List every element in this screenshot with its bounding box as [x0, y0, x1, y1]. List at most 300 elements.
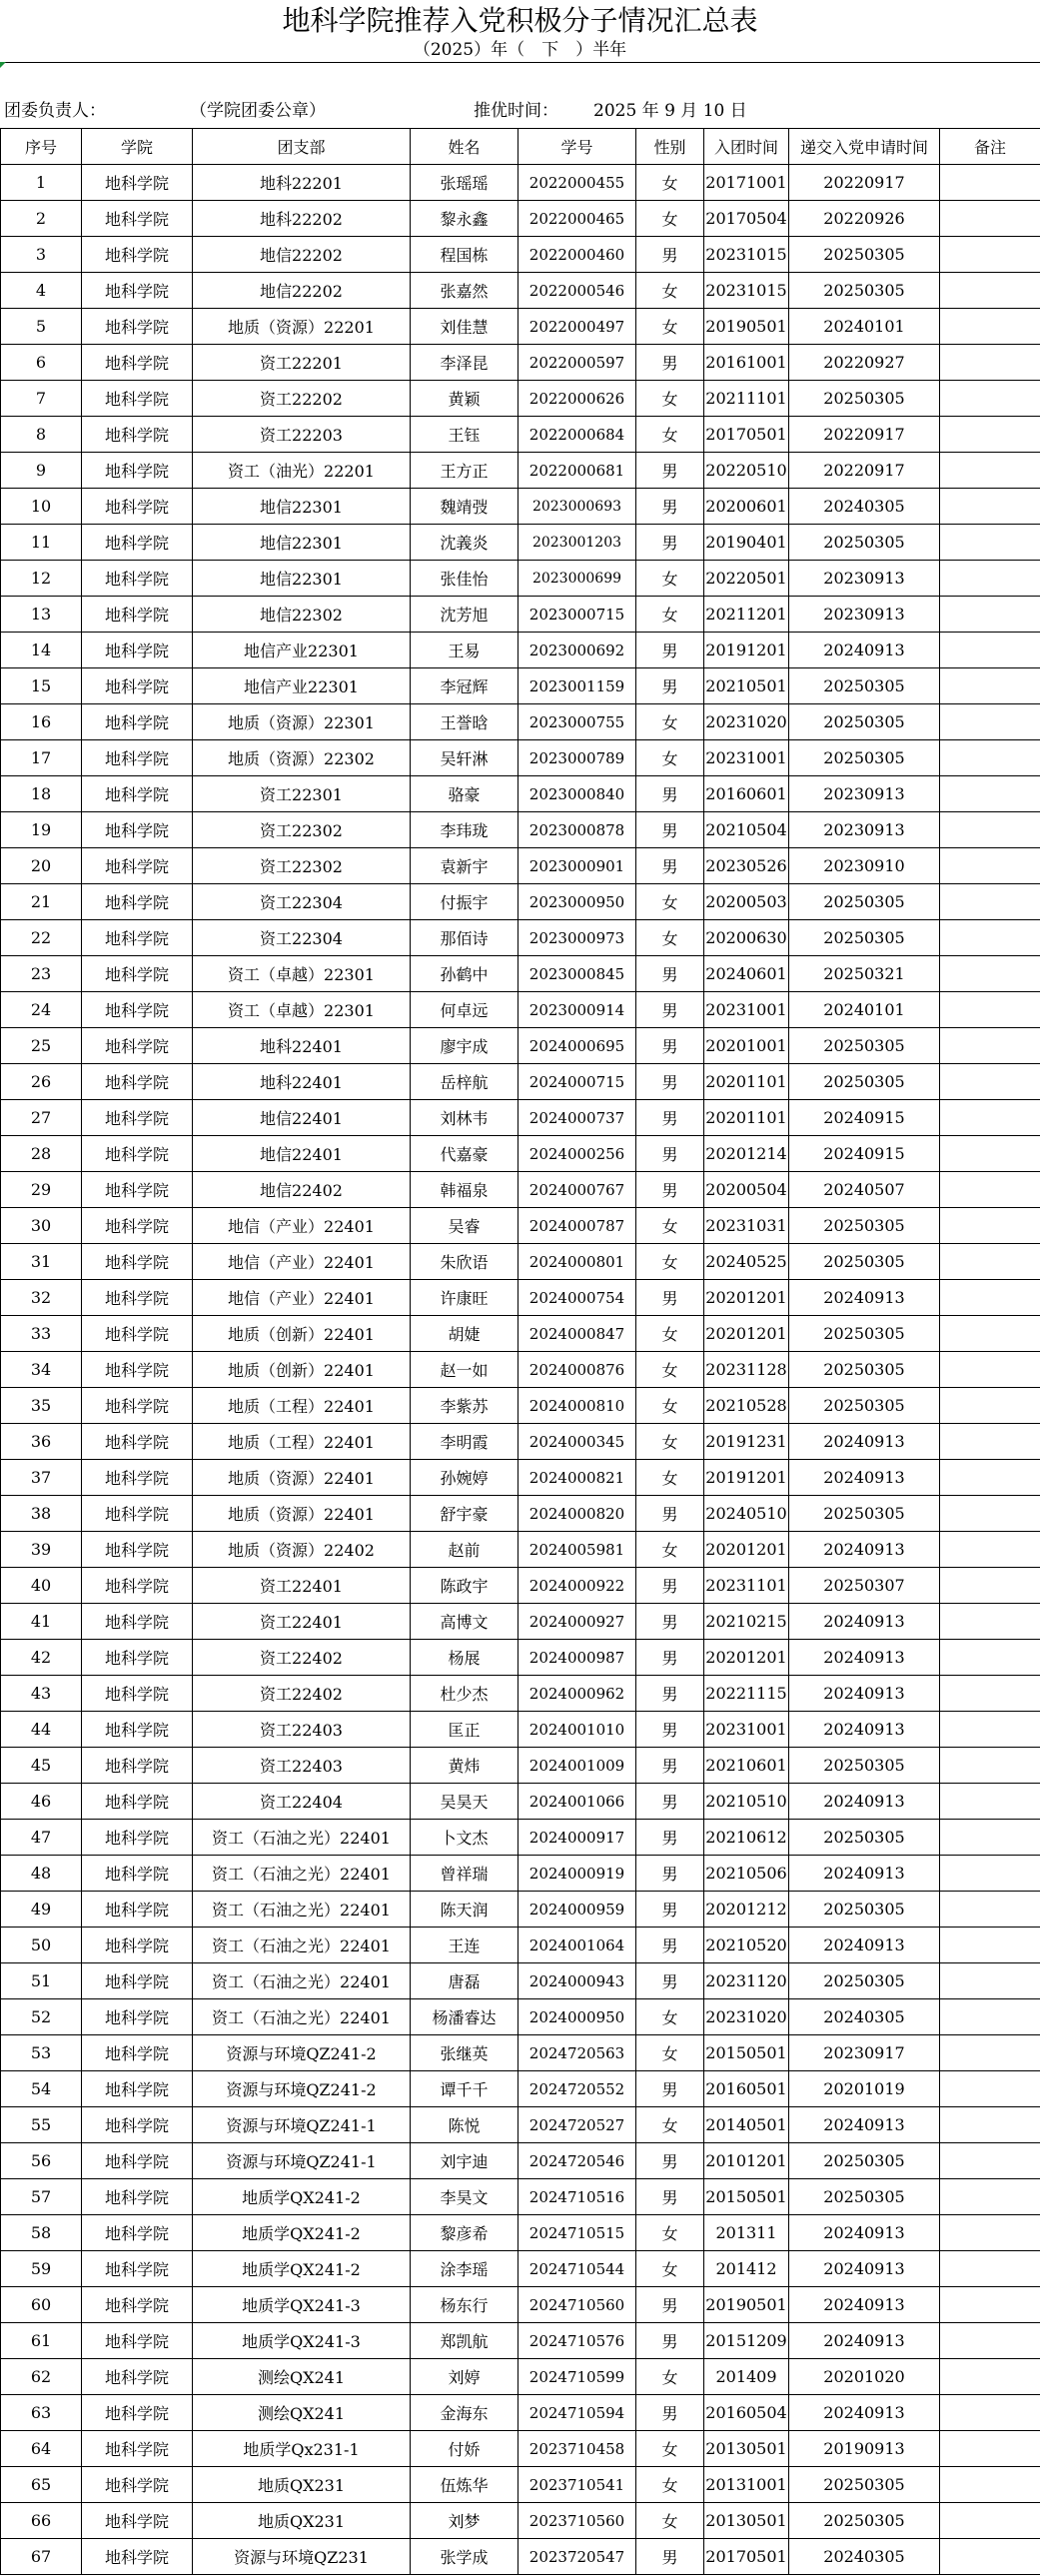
time-label: 推优时间：	[474, 101, 558, 121]
cell-student-id: 2024710576	[519, 2323, 636, 2359]
cell-branch: 资工22302	[193, 848, 411, 884]
cell-college: 地科学院	[82, 740, 193, 776]
cell-name: 张佳怡	[411, 561, 519, 597]
table-row	[1, 1100, 1040, 1136]
cell-join-league-date: 20220510	[704, 453, 789, 489]
cell-join-league-date: 20140501	[704, 2107, 789, 2143]
cell-remarks	[940, 956, 1040, 992]
cell-index: 62	[1, 2359, 82, 2395]
cell-index: 19	[1, 812, 82, 848]
cell-remarks	[940, 1604, 1040, 1640]
cell-gender: 女	[636, 704, 704, 740]
table-row	[1, 956, 1040, 992]
cell-college: 地科学院	[82, 2251, 193, 2287]
cell-name: 杜少杰	[411, 1676, 519, 1712]
cell-name: 岳梓航	[411, 1064, 519, 1100]
cell-name: 许康旺	[411, 1280, 519, 1316]
cell-join-league-date: 20160504	[704, 2395, 789, 2431]
cell-join-league-date: 20201001	[704, 1028, 789, 1064]
cell-index: 11	[1, 525, 82, 561]
cell-gender: 男	[636, 2071, 704, 2107]
cell-name: 匡正	[411, 1712, 519, 1748]
cell-index: 43	[1, 1676, 82, 1712]
table-row	[1, 1640, 1040, 1676]
cell-remarks	[940, 1280, 1040, 1316]
cell-join-league-date: 20200504	[704, 1172, 789, 1208]
cell-student-id: 2024000715	[519, 1064, 636, 1100]
header-col-college: 学院	[82, 129, 193, 165]
cell-college: 地科学院	[82, 1316, 193, 1352]
cell-college: 地科学院	[82, 2539, 193, 2575]
cell-name: 王方正	[411, 453, 519, 489]
cell-gender: 女	[636, 2107, 704, 2143]
cell-college: 地科学院	[82, 1676, 193, 1712]
cell-application-date: 20240913	[789, 1928, 940, 1963]
cell-gender: 男	[636, 992, 704, 1028]
cell-index: 38	[1, 1496, 82, 1532]
cell-branch: 资工（石油之光）22401	[193, 1856, 411, 1892]
cell-student-id: 2023000840	[519, 776, 636, 812]
cell-join-league-date: 20231001	[704, 992, 789, 1028]
cell-join-league-date: 20231001	[704, 740, 789, 776]
table-row	[1, 597, 1040, 633]
cell-college: 地科学院	[82, 1748, 193, 1784]
cell-join-league-date: 20201201	[704, 1532, 789, 1568]
cell-remarks	[940, 1244, 1040, 1280]
cell-branch: 资工22401	[193, 1568, 411, 1604]
cell-application-date: 20240913	[789, 2251, 940, 2287]
cell-branch: 资工22401	[193, 1604, 411, 1640]
cell-student-id: 2024000943	[519, 1963, 636, 1999]
cell-remarks	[940, 2503, 1040, 2539]
table-row	[1, 2035, 1040, 2071]
cell-student-id: 2024000801	[519, 1244, 636, 1280]
cell-remarks	[940, 1712, 1040, 1748]
cell-remarks	[940, 345, 1040, 381]
cell-application-date: 20240305	[789, 489, 940, 525]
cell-name: 王连	[411, 1928, 519, 1963]
cell-branch: 资工（卓越）22301	[193, 992, 411, 1028]
cell-application-date: 20240913	[789, 1424, 940, 1460]
cell-gender: 女	[636, 2215, 704, 2251]
cell-application-date: 20250305	[789, 1496, 940, 1532]
cell-remarks	[940, 1784, 1040, 1820]
cell-gender: 女	[636, 2251, 704, 2287]
cell-branch: 资工22403	[193, 1748, 411, 1784]
cell-remarks	[940, 2395, 1040, 2431]
cell-student-id: 2024710515	[519, 2215, 636, 2251]
cell-student-id: 2022000626	[519, 381, 636, 417]
cell-branch: 地质QX231	[193, 2467, 411, 2503]
cell-name: 谭千千	[411, 2071, 519, 2107]
cell-college: 地科学院	[82, 1424, 193, 1460]
cell-application-date: 20250305	[789, 1892, 940, 1928]
cell-college: 地科学院	[82, 381, 193, 417]
cell-join-league-date: 20201101	[704, 1100, 789, 1136]
cell-gender: 男	[636, 1568, 704, 1604]
cell-join-league-date: 20240525	[704, 1244, 789, 1280]
cell-student-id: 2022000684	[519, 417, 636, 453]
cell-remarks	[940, 2431, 1040, 2467]
cell-application-date: 20240913	[789, 1784, 940, 1820]
cell-gender: 男	[636, 525, 704, 561]
cell-name: 骆豪	[411, 776, 519, 812]
cell-name: 李玮珑	[411, 812, 519, 848]
cell-application-date: 20250321	[789, 956, 940, 992]
cell-name: 张继英	[411, 2035, 519, 2071]
cell-gender: 女	[636, 2035, 704, 2071]
cell-join-league-date: 20210528	[704, 1388, 789, 1424]
cell-join-league-date: 20231001	[704, 1712, 789, 1748]
table-row	[1, 1316, 1040, 1352]
cell-index: 40	[1, 1568, 82, 1604]
cell-application-date: 20240305	[789, 1999, 940, 2035]
cell-index: 55	[1, 2107, 82, 2143]
cell-corner-marker	[0, 62, 6, 68]
cell-branch: 地质学QX241-2	[193, 2251, 411, 2287]
cell-join-league-date: 20170501	[704, 417, 789, 453]
cell-index: 33	[1, 1316, 82, 1352]
table-row	[1, 345, 1040, 381]
cell-student-id: 2023000845	[519, 956, 636, 992]
cell-gender: 男	[636, 453, 704, 489]
cell-gender: 男	[636, 668, 704, 704]
cell-branch: 地科22202	[193, 201, 411, 237]
cell-branch: 地质（资源）22201	[193, 309, 411, 345]
cell-student-id: 2023000901	[519, 848, 636, 884]
cell-name: 李紫苏	[411, 1388, 519, 1424]
meta-row	[0, 92, 1040, 126]
cell-gender: 女	[636, 740, 704, 776]
cell-index: 31	[1, 1244, 82, 1280]
cell-college: 地科学院	[82, 1784, 193, 1820]
cell-college: 地科学院	[82, 920, 193, 956]
cell-index: 17	[1, 740, 82, 776]
cell-name: 韩福泉	[411, 1172, 519, 1208]
cell-gender: 男	[636, 489, 704, 525]
cell-join-league-date: 20231020	[704, 1999, 789, 2035]
cell-join-league-date: 20230526	[704, 848, 789, 884]
table-row	[1, 668, 1040, 704]
cell-gender: 女	[636, 884, 704, 920]
cell-name: 何卓远	[411, 992, 519, 1028]
cell-join-league-date: 20210612	[704, 1820, 789, 1856]
cell-join-league-date: 20170504	[704, 201, 789, 237]
cell-join-league-date: 20231020	[704, 704, 789, 740]
table-row	[1, 201, 1040, 237]
cell-gender: 男	[636, 1748, 704, 1784]
cell-remarks	[940, 2251, 1040, 2287]
cell-name: 魏靖弢	[411, 489, 519, 525]
cell-college: 地科学院	[82, 1856, 193, 1892]
cell-name: 黎永鑫	[411, 201, 519, 237]
cell-application-date: 20240913	[789, 1856, 940, 1892]
cell-index: 60	[1, 2287, 82, 2323]
cell-name: 朱欣语	[411, 1244, 519, 1280]
table-row	[1, 1496, 1040, 1532]
cell-gender: 男	[636, 1136, 704, 1172]
cell-application-date: 20250305	[789, 2179, 940, 2215]
cell-gender: 女	[636, 1388, 704, 1424]
cell-join-league-date: 20171001	[704, 165, 789, 201]
table-row	[1, 812, 1040, 848]
cell-gender: 女	[636, 1208, 704, 1244]
cell-college: 地科学院	[82, 884, 193, 920]
cell-gender: 女	[636, 273, 704, 309]
table-row	[1, 1604, 1040, 1640]
cell-index: 46	[1, 1784, 82, 1820]
cell-gender: 女	[636, 1352, 704, 1388]
cell-index: 10	[1, 489, 82, 525]
leader-label: 团委负责人：	[4, 101, 106, 121]
cell-join-league-date: 20130501	[704, 2431, 789, 2467]
table-row	[1, 2251, 1040, 2287]
cell-join-league-date: 20201214	[704, 1136, 789, 1172]
cell-college: 地科学院	[82, 2503, 193, 2539]
cell-application-date: 20240915	[789, 1136, 940, 1172]
cell-student-id: 2023000950	[519, 884, 636, 920]
cell-gender: 男	[636, 1640, 704, 1676]
cell-student-id: 2024000950	[519, 1999, 636, 2035]
cell-join-league-date: 20210506	[704, 1856, 789, 1892]
cell-index: 63	[1, 2395, 82, 2431]
cell-student-id: 2023000878	[519, 812, 636, 848]
cell-student-id: 2022000546	[519, 273, 636, 309]
cell-remarks	[940, 1568, 1040, 1604]
cell-student-id: 2024710599	[519, 2359, 636, 2395]
cell-name: 付娇	[411, 2431, 519, 2467]
cell-remarks	[940, 1316, 1040, 1352]
cell-college: 地科学院	[82, 1604, 193, 1640]
cell-gender: 男	[636, 1676, 704, 1712]
cell-index: 37	[1, 1460, 82, 1496]
cell-remarks	[940, 776, 1040, 812]
cell-student-id: 2024000821	[519, 1460, 636, 1496]
cell-join-league-date: 20211201	[704, 597, 789, 633]
cell-remarks	[940, 1388, 1040, 1424]
cell-gender: 男	[636, 776, 704, 812]
cell-student-id: 2024710516	[519, 2179, 636, 2215]
table-row	[1, 884, 1040, 920]
cell-student-id: 2022000681	[519, 453, 636, 489]
cell-name: 李泽昆	[411, 345, 519, 381]
cell-college: 地科学院	[82, 1208, 193, 1244]
cell-branch: 地质学QX241-3	[193, 2287, 411, 2323]
cell-name: 廖宇成	[411, 1028, 519, 1064]
cell-application-date: 20240101	[789, 992, 940, 1028]
cell-gender: 女	[636, 165, 704, 201]
cell-gender: 男	[636, 2143, 704, 2179]
cell-name: 陈悦	[411, 2107, 519, 2143]
cell-branch: 资工22203	[193, 417, 411, 453]
table-row	[1, 1136, 1040, 1172]
cell-remarks	[940, 1820, 1040, 1856]
table-row	[1, 1244, 1040, 1280]
cell-student-id: 2024000919	[519, 1856, 636, 1892]
cell-application-date: 20250305	[789, 1316, 940, 1352]
table-row	[1, 2143, 1040, 2179]
cell-join-league-date: 20150501	[704, 2035, 789, 2071]
cell-index: 14	[1, 633, 82, 668]
cell-application-date: 20240507	[789, 1172, 940, 1208]
cell-index: 41	[1, 1604, 82, 1640]
cell-index: 42	[1, 1640, 82, 1676]
cell-name: 陈天润	[411, 1892, 519, 1928]
cell-name: 袁新宇	[411, 848, 519, 884]
table-row	[1, 2107, 1040, 2143]
cell-index: 48	[1, 1856, 82, 1892]
cell-gender: 女	[636, 1460, 704, 1496]
cell-branch: 地信（产业）22401	[193, 1208, 411, 1244]
cell-college: 地科学院	[82, 992, 193, 1028]
cell-branch: 地质（资源）22302	[193, 740, 411, 776]
cell-join-league-date: 20210601	[704, 1748, 789, 1784]
cell-index: 23	[1, 956, 82, 992]
cell-name: 那佰诗	[411, 920, 519, 956]
cell-name: 黄颖	[411, 381, 519, 417]
cell-name: 胡婕	[411, 1316, 519, 1352]
cell-join-league-date: 20220501	[704, 561, 789, 597]
cell-application-date: 20240913	[789, 2215, 940, 2251]
cell-index: 3	[1, 237, 82, 273]
cell-application-date: 20250305	[789, 1208, 940, 1244]
cell-student-id: 2024000922	[519, 1568, 636, 1604]
cell-join-league-date: 20200630	[704, 920, 789, 956]
cell-name: 黄炜	[411, 1748, 519, 1784]
cell-application-date: 20240913	[789, 1640, 940, 1676]
cell-index: 53	[1, 2035, 82, 2071]
cell-name: 孙婉婷	[411, 1460, 519, 1496]
cell-remarks	[940, 1999, 1040, 2035]
cell-college: 地科学院	[82, 1532, 193, 1568]
cell-branch: 资工22304	[193, 920, 411, 956]
cell-branch: 地质（工程）22401	[193, 1388, 411, 1424]
cell-join-league-date: 20231101	[704, 1568, 789, 1604]
cell-index: 28	[1, 1136, 82, 1172]
table-row	[1, 2395, 1040, 2431]
cell-application-date: 20250305	[789, 2467, 940, 2503]
cell-name: 付振宇	[411, 884, 519, 920]
cell-remarks	[940, 165, 1040, 201]
cell-remarks	[940, 1208, 1040, 1244]
cell-name: 舒宇豪	[411, 1496, 519, 1532]
cell-student-id: 2024000767	[519, 1172, 636, 1208]
cell-student-id: 2022000460	[519, 237, 636, 273]
cell-name: 刘林韦	[411, 1100, 519, 1136]
cell-application-date: 20240913	[789, 1280, 940, 1316]
cell-index: 65	[1, 2467, 82, 2503]
cell-student-id: 2024000695	[519, 1028, 636, 1064]
cell-remarks	[940, 2287, 1040, 2323]
cell-student-id: 2024000754	[519, 1280, 636, 1316]
cell-student-id: 2024710560	[519, 2287, 636, 2323]
header-row	[1, 129, 1040, 165]
cell-student-id: 2024000820	[519, 1496, 636, 1532]
cell-index: 64	[1, 2431, 82, 2467]
table-row	[1, 740, 1040, 776]
cell-college: 地科学院	[82, 597, 193, 633]
cell-branch: 地信22401	[193, 1100, 411, 1136]
cell-branch: 地科22401	[193, 1028, 411, 1064]
cell-gender: 女	[636, 381, 704, 417]
cell-application-date: 20250305	[789, 920, 940, 956]
table-row	[1, 704, 1040, 740]
cell-student-id: 2023000789	[519, 740, 636, 776]
table-row	[1, 1892, 1040, 1928]
cell-student-id: 2024001064	[519, 1928, 636, 1963]
table-row	[1, 309, 1040, 345]
cell-index: 6	[1, 345, 82, 381]
table-row	[1, 2431, 1040, 2467]
cell-student-id: 2024000962	[519, 1676, 636, 1712]
cell-application-date: 20220927	[789, 345, 940, 381]
cell-college: 地科学院	[82, 2143, 193, 2179]
cell-remarks	[940, 1748, 1040, 1784]
cell-index: 47	[1, 1820, 82, 1856]
cell-remarks	[940, 1424, 1040, 1460]
cell-index: 9	[1, 453, 82, 489]
cell-name: 王钰	[411, 417, 519, 453]
cell-application-date: 20250305	[789, 668, 940, 704]
cell-branch: 测绘QX241	[193, 2359, 411, 2395]
cell-college: 地科学院	[82, 1928, 193, 1963]
cell-index: 13	[1, 597, 82, 633]
cell-application-date: 20250305	[789, 1388, 940, 1424]
cell-branch: 地质学QX241-2	[193, 2215, 411, 2251]
cell-student-id: 2023001159	[519, 668, 636, 704]
cell-join-league-date: 20131001	[704, 2467, 789, 2503]
cell-application-date: 20201019	[789, 2071, 940, 2107]
cell-branch: 地质学QX241-3	[193, 2323, 411, 2359]
cell-join-league-date: 20190501	[704, 2287, 789, 2323]
cell-student-id: 2024000737	[519, 1100, 636, 1136]
cell-college: 地科学院	[82, 489, 193, 525]
table-row	[1, 1424, 1040, 1460]
table-row	[1, 1028, 1040, 1064]
cell-branch: 资工（石油之光）22401	[193, 1999, 411, 2035]
cell-join-league-date: 20201212	[704, 1892, 789, 1928]
cell-gender: 男	[636, 1856, 704, 1892]
cell-gender: 男	[636, 1892, 704, 1928]
header-col-application-date: 递交入党申请时间	[789, 129, 940, 165]
cell-gender: 男	[636, 2395, 704, 2431]
cell-index: 18	[1, 776, 82, 812]
table-row	[1, 2323, 1040, 2359]
cell-join-league-date: 20231128	[704, 1352, 789, 1388]
cell-student-id: 2024000256	[519, 1136, 636, 1172]
cell-name: 张学成	[411, 2539, 519, 2575]
cell-college: 地科学院	[82, 525, 193, 561]
cell-application-date: 20240305	[789, 2539, 940, 2575]
cell-application-date: 20250305	[789, 740, 940, 776]
cell-college: 地科学院	[82, 2107, 193, 2143]
cell-remarks	[940, 1892, 1040, 1928]
cell-remarks	[940, 561, 1040, 597]
table-row	[1, 2539, 1040, 2575]
cell-branch: 资源与环境QZ231	[193, 2539, 411, 2575]
cell-branch: 地质（工程）22401	[193, 1424, 411, 1460]
cell-application-date: 20240913	[789, 633, 940, 668]
table-row	[1, 2287, 1040, 2323]
cell-remarks	[940, 1928, 1040, 1963]
cell-student-id: 2024720546	[519, 2143, 636, 2179]
cell-student-id: 2024000987	[519, 1640, 636, 1676]
cell-branch: 资源与环境QZ241-1	[193, 2107, 411, 2143]
time-value: 2025 年 9 月 10 日	[593, 101, 747, 121]
cell-college: 地科学院	[82, 704, 193, 740]
cell-application-date: 20220926	[789, 201, 940, 237]
cell-join-league-date: 20201201	[704, 1316, 789, 1352]
